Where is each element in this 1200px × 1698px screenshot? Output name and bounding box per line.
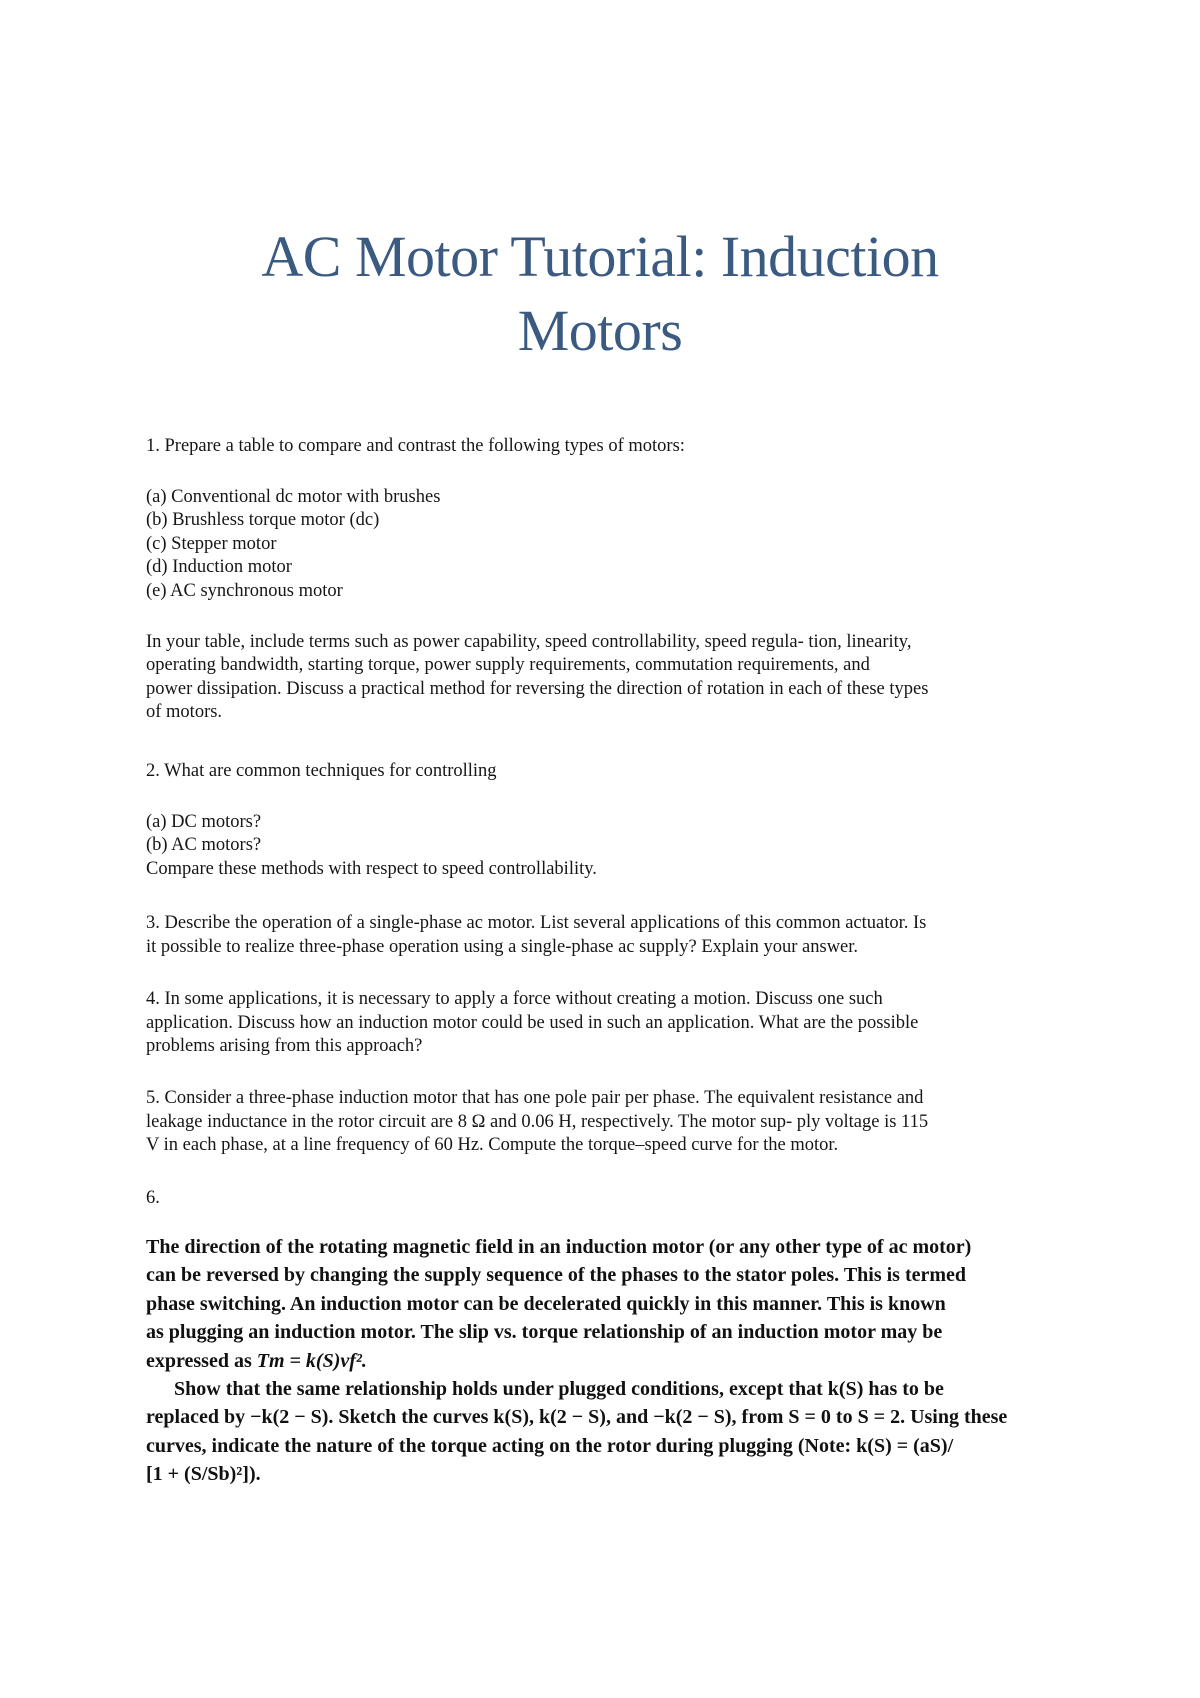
- q5-line: 5. Consider a three-phase induction motor that has one pole pair per phase. The equivalent resistance and: [146, 1088, 924, 1108]
- q1-para-line: power dissipation. Discuss a practical method for reversing the direction of rotation in each of these types: [146, 678, 929, 699]
- question-4: [146, 988, 1066, 1059]
- q2-item-b: (b) AC motors?: [146, 835, 262, 856]
- q6-para2-line: replaced by −k(2 − S). Sketch the curves k(S), k(2 − S), and −k(2 − S), from S = 0 to S = 2. Using these: [146, 1406, 1008, 1429]
- q2-prompt: 2. What are common techniques for controlling: [146, 761, 497, 781]
- q3-line: it possible to realize three-phase operation using a single-phase ac supply? Explain your answer.: [146, 936, 859, 957]
- q6-para2-line: Show that the same relationship holds under plugged conditions, except that k(S) has to be: [174, 1378, 944, 1401]
- q2-item-a: (a) DC motors?: [146, 811, 262, 832]
- title-line-2: Motors: [517, 298, 683, 363]
- q1-para-line: In your table, include terms such as power capability, speed controllability, speed regula- tion, linearity,: [146, 631, 912, 652]
- q3-line: 3. Describe the operation of a single-phase ac motor. List several applications of this common actuator. Is: [146, 913, 927, 933]
- question-6-number: [146, 1187, 1066, 1211]
- question-3: [146, 912, 1066, 959]
- q1-item-c: (c) Stepper motor: [146, 533, 277, 554]
- q4-line: problems arising from this approach?: [146, 1036, 423, 1057]
- q6-para1-last-line: [146, 1347, 1046, 1375]
- question-1: [146, 435, 1066, 725]
- q6-para2-line: curves, indicate the nature of the torque acting on the rotor during plugging (Note: k(S) = (aS)/: [146, 1434, 954, 1457]
- q4-line: 4. In some applications, it is necessary to apply a force without creating a motion. Discuss one such: [146, 989, 883, 1009]
- title-line-1: AC Motor Tutorial: Induction: [261, 224, 939, 289]
- q1-item-a: (a) Conventional dc motor with brushes: [146, 486, 441, 507]
- q6-expressed-as: expressed as: [146, 1349, 257, 1372]
- q4-line: application. Discuss how an induction motor could be used in such an application. What are the possible: [146, 1012, 919, 1033]
- q1-para-line: operating bandwidth, starting torque, power supply requirements, commutation requirements, and: [146, 655, 870, 676]
- q6-para1-line: phase switching. An induction motor can be decelerated quickly in this manner. This is known: [146, 1292, 946, 1315]
- q1-item-d: (d) Induction motor: [146, 557, 292, 578]
- q1-para-line: of motors.: [146, 702, 223, 723]
- document-title: [140, 220, 1060, 368]
- q1-prompt: 1. Prepare a table to compare and contrast the following types of motors:: [146, 436, 685, 456]
- question-5: [146, 1087, 1066, 1158]
- q5-line: leakage inductance in the rotor circuit are 8 Ω and 0.06 H, respectively. The motor sup- ply voltage is 115: [146, 1111, 929, 1132]
- q6-para1-line: The direction of the rotating magnetic field in an induction motor (or any other type of ac motor): [146, 1236, 972, 1258]
- q5-line: V in each phase, at a line frequency of 60 Hz. Compute the torque–speed curve for the motor.: [146, 1135, 839, 1156]
- question-6-body: [146, 1233, 1046, 1489]
- q2-compare: Compare these methods with respect to speed controllability.: [146, 858, 597, 879]
- q6-torque-formula: Tm = k(S)vf².: [256, 1349, 367, 1372]
- q6-para1-line: as plugging an induction motor. The slip vs. torque relationship of an induction motor may be: [146, 1321, 943, 1344]
- q1-item-b: (b) Brushless torque motor (dc): [146, 510, 380, 531]
- q6-para2-line: [1 + (S/Sb)²]).: [146, 1463, 261, 1486]
- q1-item-e: (e) AC synchronous motor: [146, 580, 343, 601]
- question-2: [146, 760, 1066, 881]
- q6-number: 6.: [146, 1188, 160, 1208]
- q6-para1-line: can be reversed by changing the supply sequence of the phases to the stator poles. This is termed: [146, 1264, 967, 1287]
